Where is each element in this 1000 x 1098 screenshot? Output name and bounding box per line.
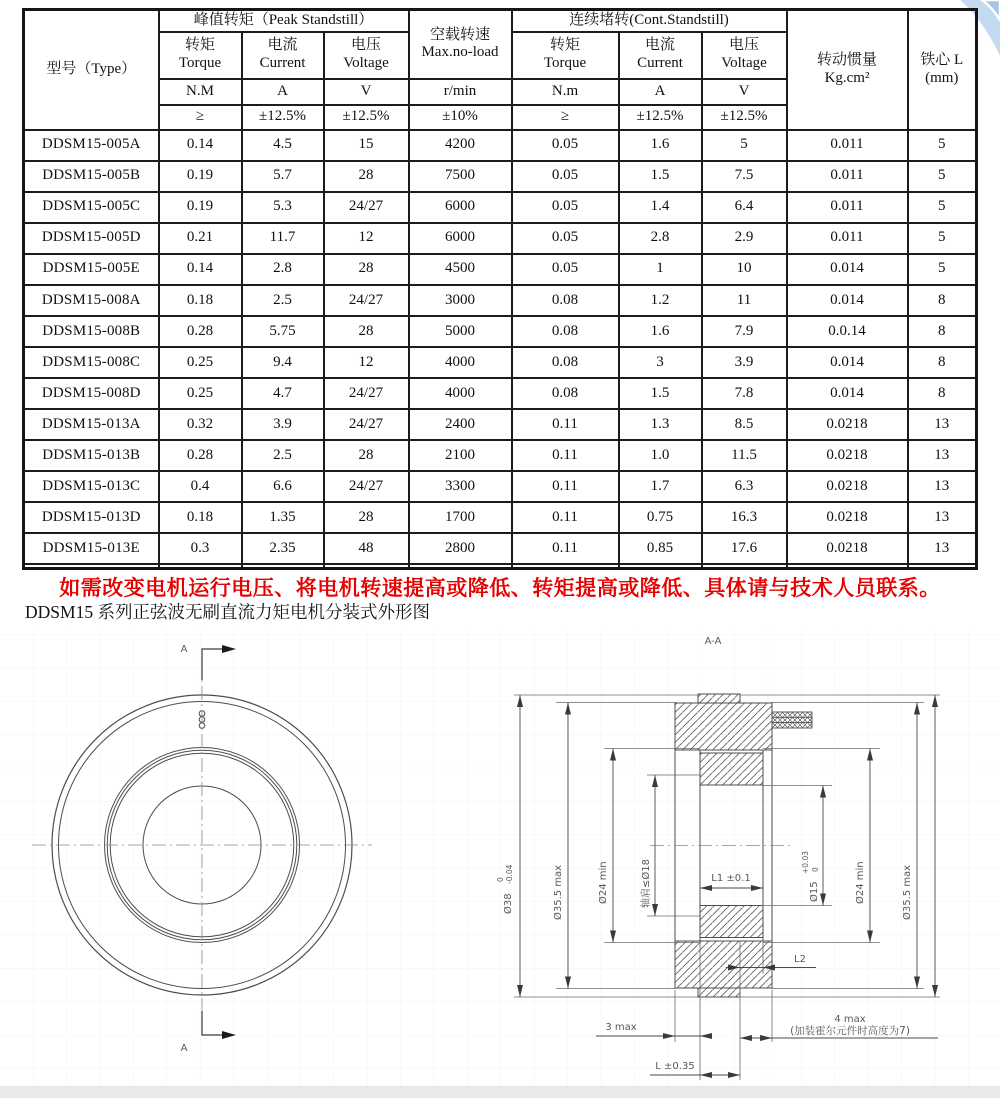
unit-peak-voltage: V: [324, 79, 409, 105]
cell: 17.6: [702, 533, 787, 564]
cell: 16.3: [702, 502, 787, 533]
cell: [512, 564, 619, 568]
cell: 1.3: [619, 409, 702, 440]
cell: 0.011: [787, 223, 908, 254]
cell: 1.2: [619, 285, 702, 316]
col-group-peak: 峰值转矩（Peak Standstill）: [159, 10, 409, 32]
cell: 0.28: [159, 316, 242, 347]
lead-wires-section: [772, 712, 812, 728]
dim-label-d15-tol-lo: 0: [811, 867, 820, 872]
cell: 6000: [409, 223, 512, 254]
cell: 6.3: [702, 471, 787, 502]
cell: 0.11: [512, 471, 619, 502]
cell: 0.014: [787, 285, 908, 316]
cell: 0.28: [159, 440, 242, 471]
cell: 12: [324, 347, 409, 378]
cell: 0.19: [159, 161, 242, 192]
col-header-core: [908, 10, 977, 130]
cell-type: DDSM15-005D: [24, 223, 159, 254]
cell: 1.6: [619, 130, 702, 161]
cell: 4200: [409, 130, 512, 161]
cell: 0.011: [787, 130, 908, 161]
dim-label-d38: Ø38: [503, 893, 514, 914]
cell: [324, 564, 409, 568]
table-row: [24, 316, 977, 347]
table-row: [24, 347, 977, 378]
cell: 0.85: [619, 533, 702, 564]
unit-cont-torque: N.m: [512, 79, 619, 105]
cell: 0.3: [159, 533, 242, 564]
cell: [242, 564, 324, 568]
cell: 6.4: [702, 192, 787, 223]
cell: 0.14: [159, 130, 242, 161]
cell: 5.75: [242, 316, 324, 347]
cell: 28: [324, 316, 409, 347]
tol-peak-voltage: ±12.5%: [324, 105, 409, 130]
cell: 5: [908, 223, 977, 254]
cell: 11.5: [702, 440, 787, 471]
cell: 1.5: [619, 378, 702, 409]
cell: 7.9: [702, 316, 787, 347]
dim-label-d18: 轴肩≤Ø18: [641, 859, 652, 908]
cell-type: DDSM15-008C: [24, 347, 159, 378]
header-row-groups: [24, 10, 977, 32]
core-unit: (mm): [925, 69, 959, 86]
cell: 8.5: [702, 409, 787, 440]
dim-label-l2: L2: [794, 954, 806, 965]
inertia-unit: Kg.cm²: [824, 69, 870, 86]
col-header-peak-current: 电流 Current: [242, 32, 324, 79]
cell: 13: [908, 440, 977, 471]
cell: 0.19: [159, 192, 242, 223]
unit-peak-torque: N.M: [159, 79, 242, 105]
cell: 4.7: [242, 378, 324, 409]
cell: 0.11: [512, 409, 619, 440]
cell: 24/27: [324, 471, 409, 502]
cell-type: DDSM15-005A: [24, 130, 159, 161]
cell: 0.014: [787, 254, 908, 285]
table-row: [24, 440, 977, 471]
dim-label-hall-note: (加装霍尔元件时高度为7): [790, 1025, 910, 1037]
cell-type: DDSM15-013C: [24, 471, 159, 502]
table-row: [24, 130, 977, 161]
cell: 1.7: [619, 471, 702, 502]
cell: 8: [908, 347, 977, 378]
cell: 4.5: [242, 130, 324, 161]
table-row: [24, 254, 977, 285]
unit-cont-current: A: [619, 79, 702, 105]
col-header-cont-current: 电流 Current: [619, 32, 702, 79]
cell: 9.4: [242, 347, 324, 378]
cell: 1.35: [242, 502, 324, 533]
cell: 1: [619, 254, 702, 285]
section-label-top: A: [180, 644, 188, 655]
cell: 0.11: [512, 440, 619, 471]
col-header-peak-voltage: 电压 Voltage: [324, 32, 409, 79]
cell: 0.08: [512, 316, 619, 347]
table-row: [24, 471, 977, 502]
tol-peak-torque: ≥: [159, 105, 242, 130]
cell: 24/27: [324, 192, 409, 223]
col-group-cont: 连续堵转(Cont.Standstill): [512, 10, 787, 32]
cell: 2400: [409, 409, 512, 440]
cell: 0.18: [159, 285, 242, 316]
table-row: [24, 285, 977, 316]
cell: 11.7: [242, 223, 324, 254]
table-row: [24, 378, 977, 409]
cell: 4500: [409, 254, 512, 285]
cell-type: DDSM15-013B: [24, 440, 159, 471]
table-row: [24, 161, 977, 192]
cell-type: DDSM15-013E: [24, 533, 159, 564]
cell: 0.08: [512, 378, 619, 409]
cell-type: DDSM15-013A: [24, 409, 159, 440]
table-row: [24, 564, 977, 568]
cell: 1.4: [619, 192, 702, 223]
cell: 0.011: [787, 192, 908, 223]
cell: 3000: [409, 285, 512, 316]
cell: 3.9: [242, 409, 324, 440]
cell: 0.0.14: [787, 316, 908, 347]
cell: 0.08: [512, 347, 619, 378]
cell-type: DDSM15-005C: [24, 192, 159, 223]
spec-table-wrap: [22, 8, 975, 570]
cell: 1.6: [619, 316, 702, 347]
dim-label-d15-tol-hi: +0.03: [801, 851, 810, 874]
table-row: [24, 533, 977, 564]
drawing-title: DDSM15 系列正弦波无刷直流力矩电机分装式外形图: [25, 602, 430, 622]
inertia-cn: 转动惯量: [817, 52, 878, 69]
dim-label-l1: L1 ±0.1: [711, 873, 751, 884]
cell: 28: [324, 161, 409, 192]
cell: 13: [908, 409, 977, 440]
col-header-cont-torque: 转矩 Torque: [512, 32, 619, 79]
bottom-edge-bar: [0, 1086, 1000, 1098]
cell: 0.0218: [787, 502, 908, 533]
dim-label-d38-tol-lo: -0.04: [505, 864, 514, 884]
cell: 12: [324, 223, 409, 254]
cell: 0.05: [512, 192, 619, 223]
cell: 28: [324, 502, 409, 533]
cell: [908, 564, 977, 568]
cell: 24/27: [324, 285, 409, 316]
tol-peak-current: ±12.5%: [242, 105, 324, 130]
dim-label-4max: 4 max: [834, 1014, 866, 1025]
cell: 13: [908, 533, 977, 564]
cell: 0.14: [159, 254, 242, 285]
col-header-noload: [409, 10, 512, 79]
cell: 5: [908, 192, 977, 223]
tol-speed: ±10%: [409, 105, 512, 130]
cell: 5.3: [242, 192, 324, 223]
col-header-cont-voltage: 电压 Voltage: [702, 32, 787, 79]
dim-label-d15: Ø15: [809, 881, 820, 902]
cell: 0.32: [159, 409, 242, 440]
unit-speed: r/min: [409, 79, 512, 105]
dim-label-d24-left: Ø24 min: [598, 861, 609, 904]
cell: 5000: [409, 316, 512, 347]
cell: 11: [702, 285, 787, 316]
cell: 28: [324, 254, 409, 285]
cell: 5: [908, 254, 977, 285]
table-row: [24, 223, 977, 254]
cell: 7.5: [702, 161, 787, 192]
cell: 4000: [409, 347, 512, 378]
cell: 0.21: [159, 223, 242, 254]
cell: 5.7: [242, 161, 324, 192]
cell: 0.05: [512, 254, 619, 285]
cell: 2.9: [702, 223, 787, 254]
cell: 0.014: [787, 347, 908, 378]
cell: 28: [324, 440, 409, 471]
dim-label-core-length: L ±0.35: [655, 1061, 695, 1072]
cell: 5: [908, 161, 977, 192]
cell: 2.8: [242, 254, 324, 285]
cell: 0.0218: [787, 471, 908, 502]
col-header-inertia: [787, 10, 908, 130]
cell: 6.6: [242, 471, 324, 502]
cell-type: DDSM15-005B: [24, 161, 159, 192]
cell-type: DDSM15-013D: [24, 502, 159, 533]
cell: 1.0: [619, 440, 702, 471]
cell: 8: [908, 316, 977, 347]
cell: 0.05: [512, 161, 619, 192]
cell: 13: [908, 471, 977, 502]
cell: [619, 564, 702, 568]
cell: 0.05: [512, 130, 619, 161]
cell-type: [24, 564, 159, 568]
cell: 6000: [409, 192, 512, 223]
tol-cont-current: ±12.5%: [619, 105, 702, 130]
cell: 0.11: [512, 533, 619, 564]
cell: 7.8: [702, 378, 787, 409]
cell: 2800: [409, 533, 512, 564]
cell-type: DDSM15-005E: [24, 254, 159, 285]
cell: 24/27: [324, 378, 409, 409]
cell: 24/27: [324, 409, 409, 440]
cell: 0.4: [159, 471, 242, 502]
cell: 2.5: [242, 440, 324, 471]
cell: 0.011: [787, 161, 908, 192]
tol-cont-voltage: ±12.5%: [702, 105, 787, 130]
cell: 3.9: [702, 347, 787, 378]
cell: 0.25: [159, 378, 242, 409]
table-row: [24, 409, 977, 440]
cell: 5: [702, 130, 787, 161]
dim-label-d38-tol-hi: 0: [496, 877, 505, 882]
col-header-type: 型号（Type）: [24, 10, 159, 130]
cell: 8: [908, 378, 977, 409]
cell: 1700: [409, 502, 512, 533]
cell: 2100: [409, 440, 512, 471]
dim-label-d355-right: Ø35.5 max: [902, 864, 913, 920]
unit-cont-voltage: V: [702, 79, 787, 105]
cell: 1.5: [619, 161, 702, 192]
cell-type: DDSM15-008A: [24, 285, 159, 316]
cell: [702, 564, 787, 568]
table-row: [24, 502, 977, 533]
section-title: A-A: [704, 636, 722, 647]
cell: 3: [619, 347, 702, 378]
dim-label-3max: 3 max: [605, 1022, 637, 1033]
cell: 0.75: [619, 502, 702, 533]
tol-cont-torque: ≥: [512, 105, 619, 130]
cell: 2.8: [619, 223, 702, 254]
cell: 0.08: [512, 285, 619, 316]
dim-label-d355-left: Ø35.5 max: [553, 864, 564, 920]
cell: 2.35: [242, 533, 324, 564]
cell: 10: [702, 254, 787, 285]
cell: 0.0218: [787, 440, 908, 471]
cell: 48: [324, 533, 409, 564]
voltage-change-notice: 如需改变电机运行电压、将电机转速提高或降低、转矩提高或降低、具体请与技术人员联系。: [59, 577, 941, 600]
cell: 0.0218: [787, 533, 908, 564]
core-cn: 铁心 L: [920, 52, 964, 69]
cell-type: DDSM15-008D: [24, 378, 159, 409]
cell: 0.25: [159, 347, 242, 378]
noload-en: Max.no-load: [421, 44, 499, 61]
cell: 0.0218: [787, 409, 908, 440]
noload-cn: 空载转速: [429, 26, 490, 43]
cell: 7500: [409, 161, 512, 192]
cell: 0.05: [512, 223, 619, 254]
section-label-bottom: A: [180, 1043, 188, 1054]
col-header-peak-torque: 转矩 Torque: [159, 32, 242, 79]
outline-drawings: [0, 628, 1000, 1088]
cell: 13: [908, 502, 977, 533]
cell-type: DDSM15-008B: [24, 316, 159, 347]
cell: [409, 564, 512, 568]
cell: 0.11: [512, 502, 619, 533]
unit-peak-current: A: [242, 79, 324, 105]
cell: 4000: [409, 378, 512, 409]
cell: 15: [324, 130, 409, 161]
cell: 3300: [409, 471, 512, 502]
cell: 5: [908, 130, 977, 161]
spec-table: [22, 8, 978, 570]
cell: [159, 564, 242, 568]
cell: 2.5: [242, 285, 324, 316]
dim-label-d24-right: Ø24 min: [855, 861, 866, 904]
cell: 0.18: [159, 502, 242, 533]
cell: 8: [908, 285, 977, 316]
cell: [787, 564, 908, 568]
cell: 0.014: [787, 378, 908, 409]
table-row: [24, 192, 977, 223]
